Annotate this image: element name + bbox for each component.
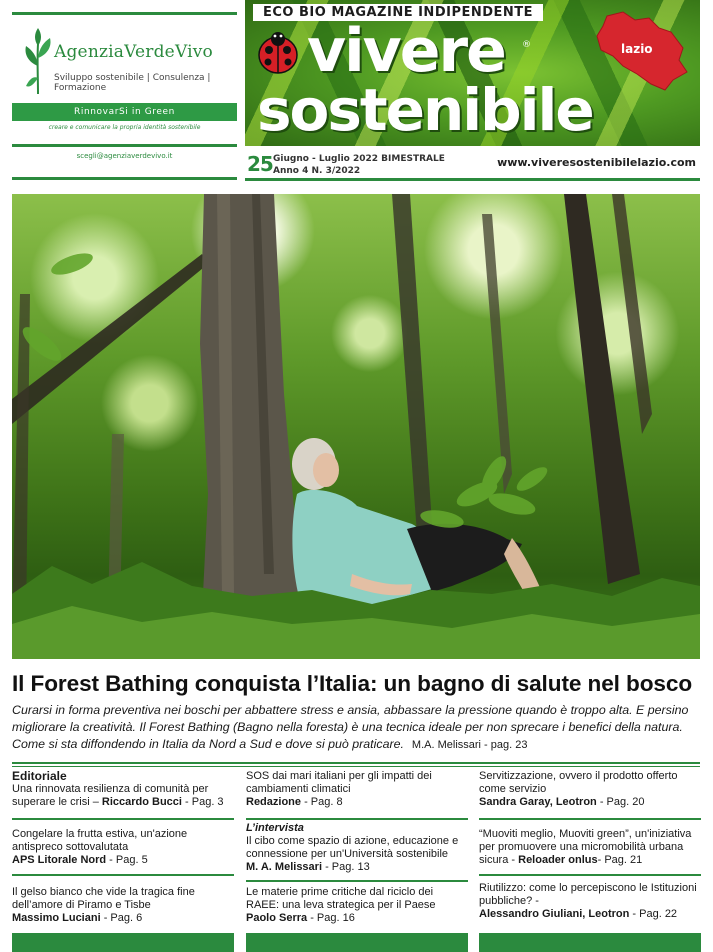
item-title: Una rinnovata resilienza di comunità per superare le crisi – bbox=[12, 783, 209, 808]
ad-brand: AgenziaVerdeVivo bbox=[54, 42, 213, 62]
ad-bottom-bar bbox=[12, 177, 237, 180]
index-item[interactable] bbox=[12, 828, 234, 867]
index-item[interactable] bbox=[246, 886, 468, 925]
agency-ad[interactable] bbox=[12, 12, 237, 180]
item-page: - Pag. 20 bbox=[596, 796, 645, 808]
index-item[interactable] bbox=[246, 822, 468, 874]
footer-bar bbox=[246, 933, 468, 952]
item-separator bbox=[246, 818, 468, 820]
item-separator bbox=[246, 880, 468, 882]
item-author: Massimo Luciani bbox=[12, 912, 101, 924]
item-author: Paolo Serra bbox=[246, 912, 308, 924]
index-item[interactable] bbox=[479, 828, 701, 867]
forest-scene bbox=[12, 194, 700, 659]
website-link[interactable]: www.viveresostenibilelazio.com bbox=[497, 156, 696, 169]
index-item[interactable] bbox=[12, 886, 234, 925]
item-separator bbox=[479, 818, 701, 820]
item-page: - Pag. 6 bbox=[100, 912, 143, 924]
sprout-logo-icon bbox=[20, 26, 56, 96]
ad-box-label: RinnovarSi in Green bbox=[12, 103, 237, 121]
item-author: APS Litorale Nord bbox=[12, 854, 107, 866]
masthead bbox=[245, 0, 700, 146]
section-kicker: L’intervista bbox=[246, 822, 304, 834]
cover-headline[interactable]: Il Forest Bathing conquista l’Italia: un bagno di salute nel bosco bbox=[12, 671, 693, 696]
item-author: Sandra Garay, Leotron bbox=[479, 796, 597, 808]
section-kicker: Editoriale bbox=[12, 769, 67, 783]
item-title: SOS dai mari italiani per gli impatti dei cambiamenti climatici bbox=[246, 770, 432, 795]
item-title: Le materie prime critiche dal riciclo dei RAEE: una leva strategica per il Paese bbox=[246, 886, 436, 911]
masthead-title-line1: vivere bbox=[307, 16, 505, 86]
item-title: Riutilizzo: come lo percepiscono le Istituzioni pubbliche? - bbox=[479, 882, 697, 907]
item-page: - Pag. 3 bbox=[181, 796, 224, 808]
cover-deck bbox=[12, 702, 702, 754]
registered-mark: ® bbox=[522, 40, 531, 50]
index-item[interactable] bbox=[479, 770, 701, 809]
ad-top-bar bbox=[12, 12, 237, 15]
tree-trunk bbox=[612, 194, 652, 434]
item-author: Redazione bbox=[246, 796, 302, 808]
item-title: Congelare la frutta estiva, un'azione antispreco sottovalutata bbox=[12, 828, 188, 853]
item-separator bbox=[12, 818, 234, 820]
footer-bar bbox=[12, 933, 234, 952]
item-title: “Muoviti meglio, Muoviti green”, un'iniziativa per promuovere una micromobilità urbana sicura - bbox=[479, 828, 692, 866]
index-item[interactable] bbox=[12, 770, 234, 809]
issue-number: 25 bbox=[247, 152, 273, 176]
index-item[interactable] bbox=[479, 882, 701, 921]
item-author: M. A. Melissari bbox=[246, 861, 323, 873]
issue-volume: Anno 4 N. 3/2022 bbox=[273, 166, 361, 176]
issue-info bbox=[245, 152, 700, 178]
magazine-tagline: ECO BIO MAGAZINE INDIPENDENTE bbox=[253, 4, 543, 21]
masthead-title-line2: sostenibile bbox=[257, 76, 593, 144]
item-separator bbox=[479, 874, 701, 876]
cover-photo bbox=[12, 194, 700, 659]
item-page: - Pag. 22 bbox=[629, 908, 678, 920]
issue-dates: Giugno - Luglio 2022 BIMESTRALE bbox=[273, 154, 445, 164]
item-title: Il cibo come spazio di azione, educazione e connessione per un'Università sostenibile bbox=[246, 835, 459, 860]
footer-bar bbox=[479, 933, 701, 952]
ad-divider bbox=[12, 144, 237, 147]
item-title: Il gelso bianco che vide la tragica fine dell’amore di Piramo e Tisbe bbox=[12, 886, 195, 911]
item-page: - Pag. 8 bbox=[301, 796, 343, 808]
header-rule bbox=[245, 178, 700, 181]
ad-slogan: creare e comunicare la propria identità sostenibile bbox=[48, 124, 201, 131]
index-top-rule-thin bbox=[12, 766, 700, 767]
item-author: Alessandro Giuliani, Leotron bbox=[479, 908, 630, 920]
item-page: - Pag. 21 bbox=[597, 854, 643, 866]
item-page: - Pag. 16 bbox=[307, 912, 355, 924]
item-page: - Pag. 5 bbox=[106, 854, 148, 866]
index-item[interactable] bbox=[246, 770, 468, 809]
item-title: Servitizzazione, ovvero il prodotto offerto come servizio bbox=[479, 770, 678, 795]
item-page: - Pag. 13 bbox=[322, 861, 370, 873]
tree-trunk bbox=[482, 214, 512, 494]
cover-byline: M.A. Melissari - pag. 23 bbox=[411, 739, 528, 751]
tree-trunk bbox=[12, 294, 30, 624]
ad-email-link[interactable]: scegli@agenziaverdevivo.it bbox=[76, 152, 173, 160]
item-author: Reloader onlus bbox=[518, 854, 598, 866]
tree-trunk bbox=[392, 194, 432, 534]
ladybug-icon bbox=[255, 30, 301, 76]
index-top-rule bbox=[12, 762, 700, 764]
ad-services: Sviluppo sostenibile | Consulenza | Formazione bbox=[54, 73, 211, 93]
cover-deck-text: Curarsi in forma preventiva nei boschi per abbattere stress e ansia, abbassare la pressione quando è troppo alta. E persino migliorare la creatività. Il Forest Bathing (Bagno nella foresta) è una tecnica ideale per non sprecare i benefici della natura. Come si sta diffondendo in Italia da Nord a Sud e dove si può praticare. bbox=[12, 703, 689, 751]
region-label: lazio bbox=[621, 42, 653, 56]
item-separator bbox=[12, 874, 234, 876]
item-author: Riccardo Bucci bbox=[101, 796, 182, 808]
